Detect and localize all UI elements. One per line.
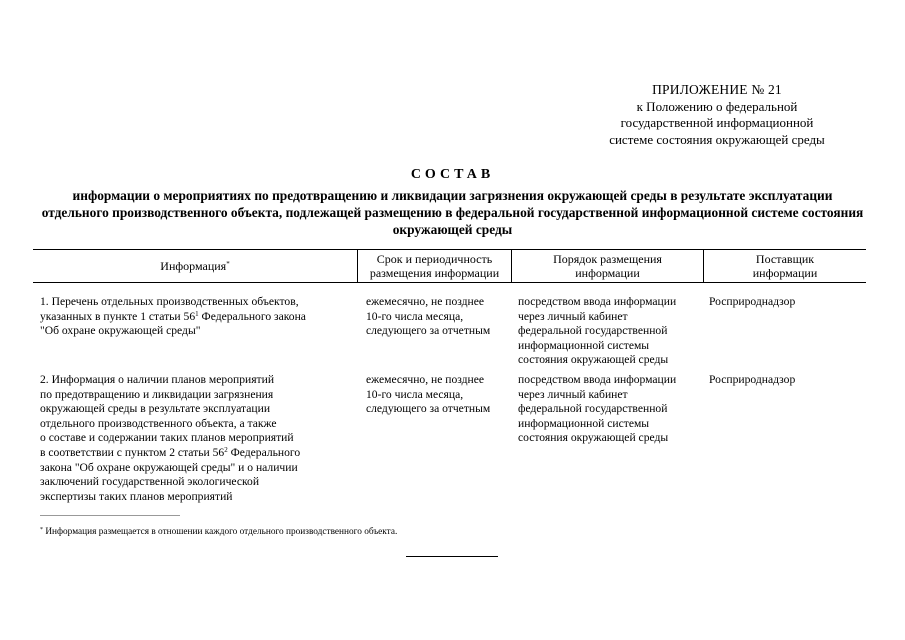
table-top-border bbox=[33, 249, 866, 250]
table-cell-order: посредством ввода информации через личный кабинет федеральной государственной информационной системы состояния окружающей среды bbox=[518, 295, 677, 367]
table-cell-supplier: Росприроднадзор bbox=[709, 295, 796, 308]
appendix-line: государственной информационной bbox=[620, 115, 814, 130]
end-line bbox=[406, 556, 498, 557]
table-cell-supplier: Росприроднадзор bbox=[709, 373, 796, 386]
document-subtitle: информации о мероприятиях по предотвращению и ликвидации загрязнения окружающей среды в результате эксплуатации отдельного производственного объекта, подлежащей размещению в федеральной государственной информационной системе состояния окружающей среды bbox=[41, 188, 864, 237]
header-supplier: Поставщик информации bbox=[752, 252, 818, 280]
table-header-border bbox=[33, 282, 866, 283]
appendix-line: системе состояния окружающей среды bbox=[609, 131, 825, 147]
footnote-separator bbox=[40, 515, 180, 516]
appendix-number: ПРИЛОЖЕНИЕ № 21 bbox=[652, 82, 782, 97]
header-info: Информация* bbox=[160, 259, 230, 273]
footnote: * Информация размещается в отношении каждого отдельного производственного объекта. bbox=[40, 527, 398, 537]
appendix-header bbox=[577, 82, 857, 148]
header-period: Срок и периодичность размещения информации bbox=[369, 252, 500, 280]
table-cell-info: 1. Перечень отдельных производственных объектов, указанных в пункте 1 статьи $56^1$ Федерального закона "Об охране окружающей среды" bbox=[40, 295, 306, 338]
table-cell-period: ежемесячно, не позднее 10-го числа месяца, следующего за отчетным bbox=[366, 373, 491, 416]
document-title: СОСТАВ bbox=[410, 167, 495, 182]
table-cell-order: посредством ввода информации через личный кабинет федеральной государственной информационной системы состояния окружающей среды bbox=[518, 373, 677, 445]
appendix-line: к Положению о федеральной bbox=[636, 98, 798, 114]
table-cell-info: 2. Информация о наличии планов мероприятий по предотвращению и ликвидации загрязнения окружающей среды в результате эксплуатации отдельного производственного объекта, а также о составе и содержании таких планов мероприятий в соответствии с пунктом 2 статьи $56^2$ Федерального закона "Об охране окружающей среды" и о наличии заключений государственной экологической экспертизы таких планов мероприятий bbox=[40, 373, 301, 503]
header-order: Порядок размещения информации bbox=[553, 252, 662, 280]
table-cell-period: ежемесячно, не позднее 10-го числа месяца, следующего за отчетным bbox=[366, 295, 491, 338]
